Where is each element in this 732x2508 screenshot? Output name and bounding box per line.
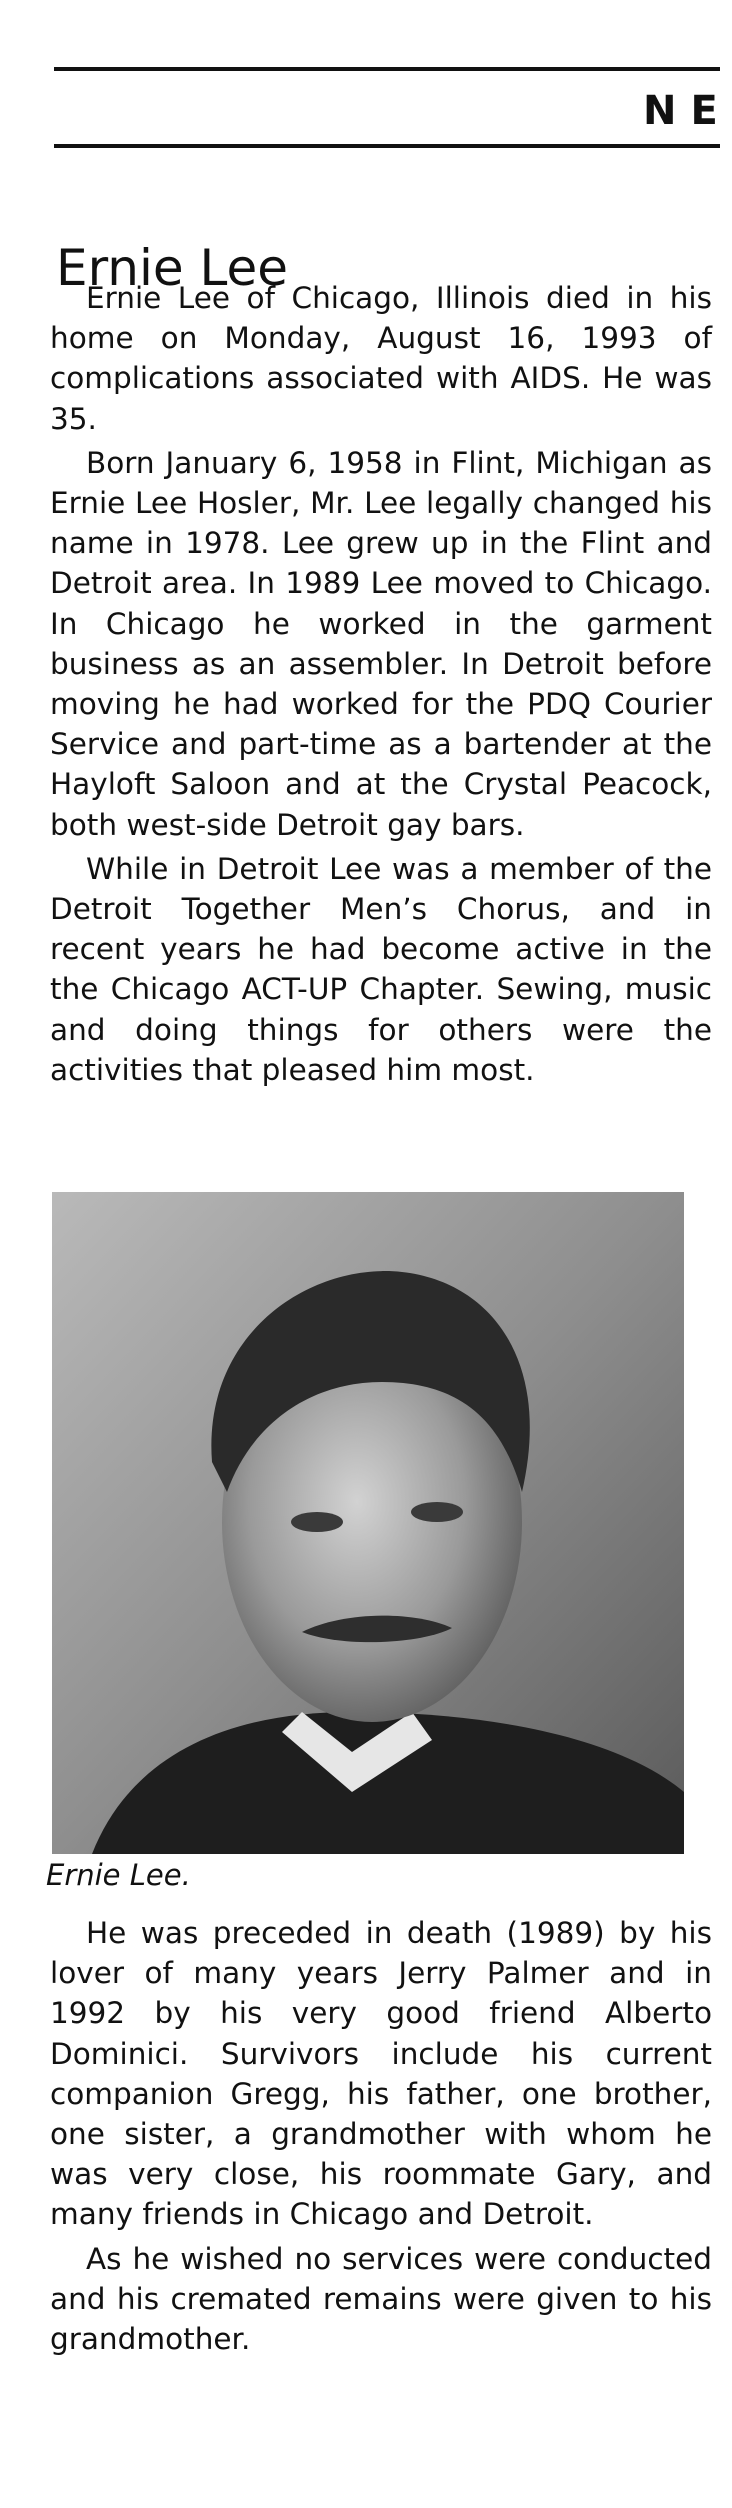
portrait-photo-drawing <box>52 1192 684 1854</box>
portrait-photo <box>52 1192 684 1854</box>
paragraph-biography: Born January 6, 1958 in Flint, Michigan as Ernie Lee Hosler, Mr. Lee legally changed his name in 1978. Lee grew up in the Flint and Detroit area. In 1989 Lee moved to Chicago. In Chicago he worked in the garment business as an assembler. In Detroit before moving he had worked for the PDQ Courier Service and part-time as a bartender at the Hayloft Saloon and at the Crystal Peacock, both west-side Detroit gay bars. <box>50 445 712 842</box>
paragraph-services: As he wished no services were conducted and his cremated remains were given to his grandmother. <box>50 2241 712 2357</box>
article-body-top <box>50 278 712 1094</box>
photo-caption: Ernie Lee. <box>46 1858 191 1892</box>
article-headline: Ernie Lee <box>56 238 289 297</box>
paragraph-death-notice: Ernie Lee of Chicago, Illinois died in his home on Monday, August 16, 1993 of complications associated with AIDS. He was 35. <box>50 281 712 436</box>
article-body-bottom <box>50 1913 712 2363</box>
photo-right-eye <box>411 1502 463 1522</box>
section-label: NE <box>643 88 732 134</box>
header-rule-bottom <box>54 144 720 148</box>
header-rule-top <box>54 67 720 71</box>
paragraph-activities: While in Detroit Lee was a member of the Detroit Together Men’s Chorus, and in recent years he had become active in the the Chicago ACT-UP Chapter. Sewing, music and doing things for others were the activities that pleased him most. <box>50 851 712 1087</box>
photo-left-eye <box>291 1512 343 1532</box>
paragraph-survivors: He was preceded in death (1989) by his lover of many years Jerry Palmer and in 1992 by his very good friend Alberto Dominici. Survivors include his current companion Gregg, his father, one brother, one sister, a grandmother with whom he was very close, his roommate Gary, and many friends in Chicago and Detroit. <box>50 1916 712 2232</box>
